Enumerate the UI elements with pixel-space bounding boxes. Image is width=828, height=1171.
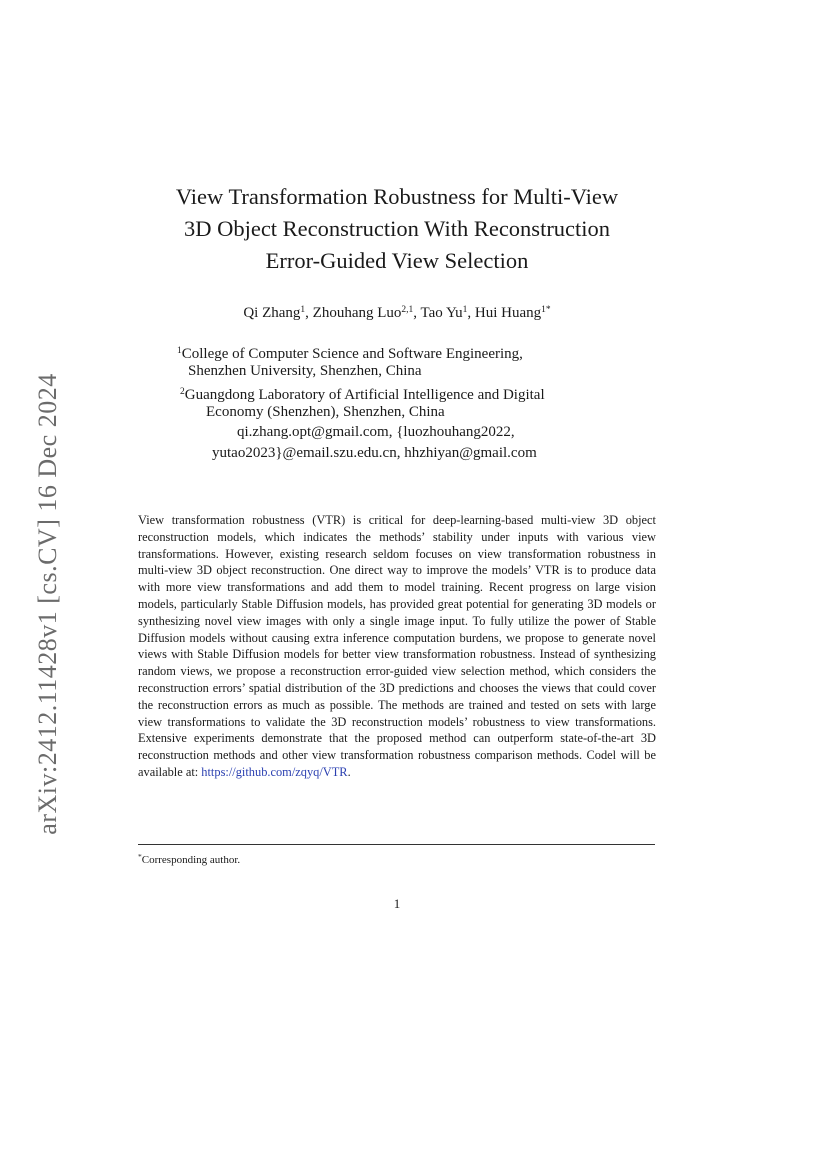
- footnote-text: Corresponding author.: [141, 854, 241, 866]
- affiliation-mark: 2: [180, 386, 185, 397]
- arxiv-identifier-stamp[interactable]: arXiv:2412.11428v1 [cs.CV] 16 Dec 2024: [33, 373, 62, 835]
- affiliation-mark: 1: [177, 346, 182, 356]
- footnote-divider: [138, 844, 655, 845]
- author-name: Qi Zhang: [243, 305, 301, 321]
- title-line: View Transformation Robustness for Multi-View: [175, 184, 619, 209]
- paper-title: [130, 181, 664, 277]
- affiliation-text: College of Computer Science and Software Engineering,: [181, 346, 523, 362]
- code-repository-link[interactable]: https://github.com/zqyq/VTR: [201, 764, 348, 779]
- author-list: [130, 300, 664, 323]
- abstract-end: .: [347, 764, 351, 779]
- page-number: 1: [393, 896, 401, 911]
- author-separator: ,: [413, 305, 421, 321]
- affiliation-2-line-2: Economy (Shenzhen), Shenzhen, China: [206, 403, 445, 420]
- footnote: [138, 850, 240, 867]
- abstract-paragraph: [138, 512, 656, 781]
- title-line: 3D Object Reconstruction With Reconstruction: [183, 216, 611, 241]
- author-separator: ,: [467, 305, 475, 321]
- author-affiliation-mark: 1*: [541, 305, 551, 315]
- affiliation-text: Guangdong Laboratory of Artificial Intelligence and Digital: [184, 386, 545, 403]
- email-line-2: yutao2023}@email.szu.edu.cn, hhzhiyan@gmail.com: [212, 444, 537, 461]
- title-line: Error-Guided View Selection: [265, 248, 529, 273]
- author-affiliation-mark: 1: [462, 305, 468, 315]
- author-separator: ,: [305, 305, 313, 321]
- author-affiliation-mark: 1: [300, 305, 306, 315]
- author-affiliation-mark: 2,1: [401, 305, 414, 315]
- author-name: Hui Huang: [474, 305, 542, 321]
- email-line-1: qi.zhang.opt@gmail.com, {luozhouhang2022,: [237, 424, 515, 441]
- abstract-text: View transformation robustness (VTR) is critical for deep-learning-based multi-view 3D object reconstruction models, which indicates the methods’ stability under inputs with various view transformations. However, existing research seldom focuses on view transformation robustness in multi-view 3D object reconstruction. One direct way to improve the models’ VTR is to produce data with more view transformations and add them to model training. Recent progress on large vision models, particularly Stable Diffusion models, has provided great potential for generating 3D models or synthesizing novel view images with only a single image input. To fully utilize the power of Stable Diffusion models without causing extra inference computation burdens, we propose to generate novel views with Stable Diffusion models for better view transformation robustness. Instead of synthesizing random views, we propose a reconstruction error-guided view selection method, which considers the reconstruction errors’ spatial distribution of the 3D predictions and chooses the views that could cover the reconstruction errors as much as possible. The methods are trained and tested on sets with large view transformations to validate the 3D reconstruction models’ robustness to view transformations. Extensive experiments demonstrate that the proposed method can outperform state-of-the-art 3D reconstruction methods and other view transformation robustness comparison methods. Codel will be available at:: [138, 513, 656, 779]
- author-name: Zhouhang Luo: [312, 305, 402, 321]
- affiliation-1-line-2: Shenzhen University, Shenzhen, China: [188, 363, 422, 380]
- author-name: Tao Yu: [420, 305, 463, 321]
- footnote-mark: *: [138, 852, 142, 861]
